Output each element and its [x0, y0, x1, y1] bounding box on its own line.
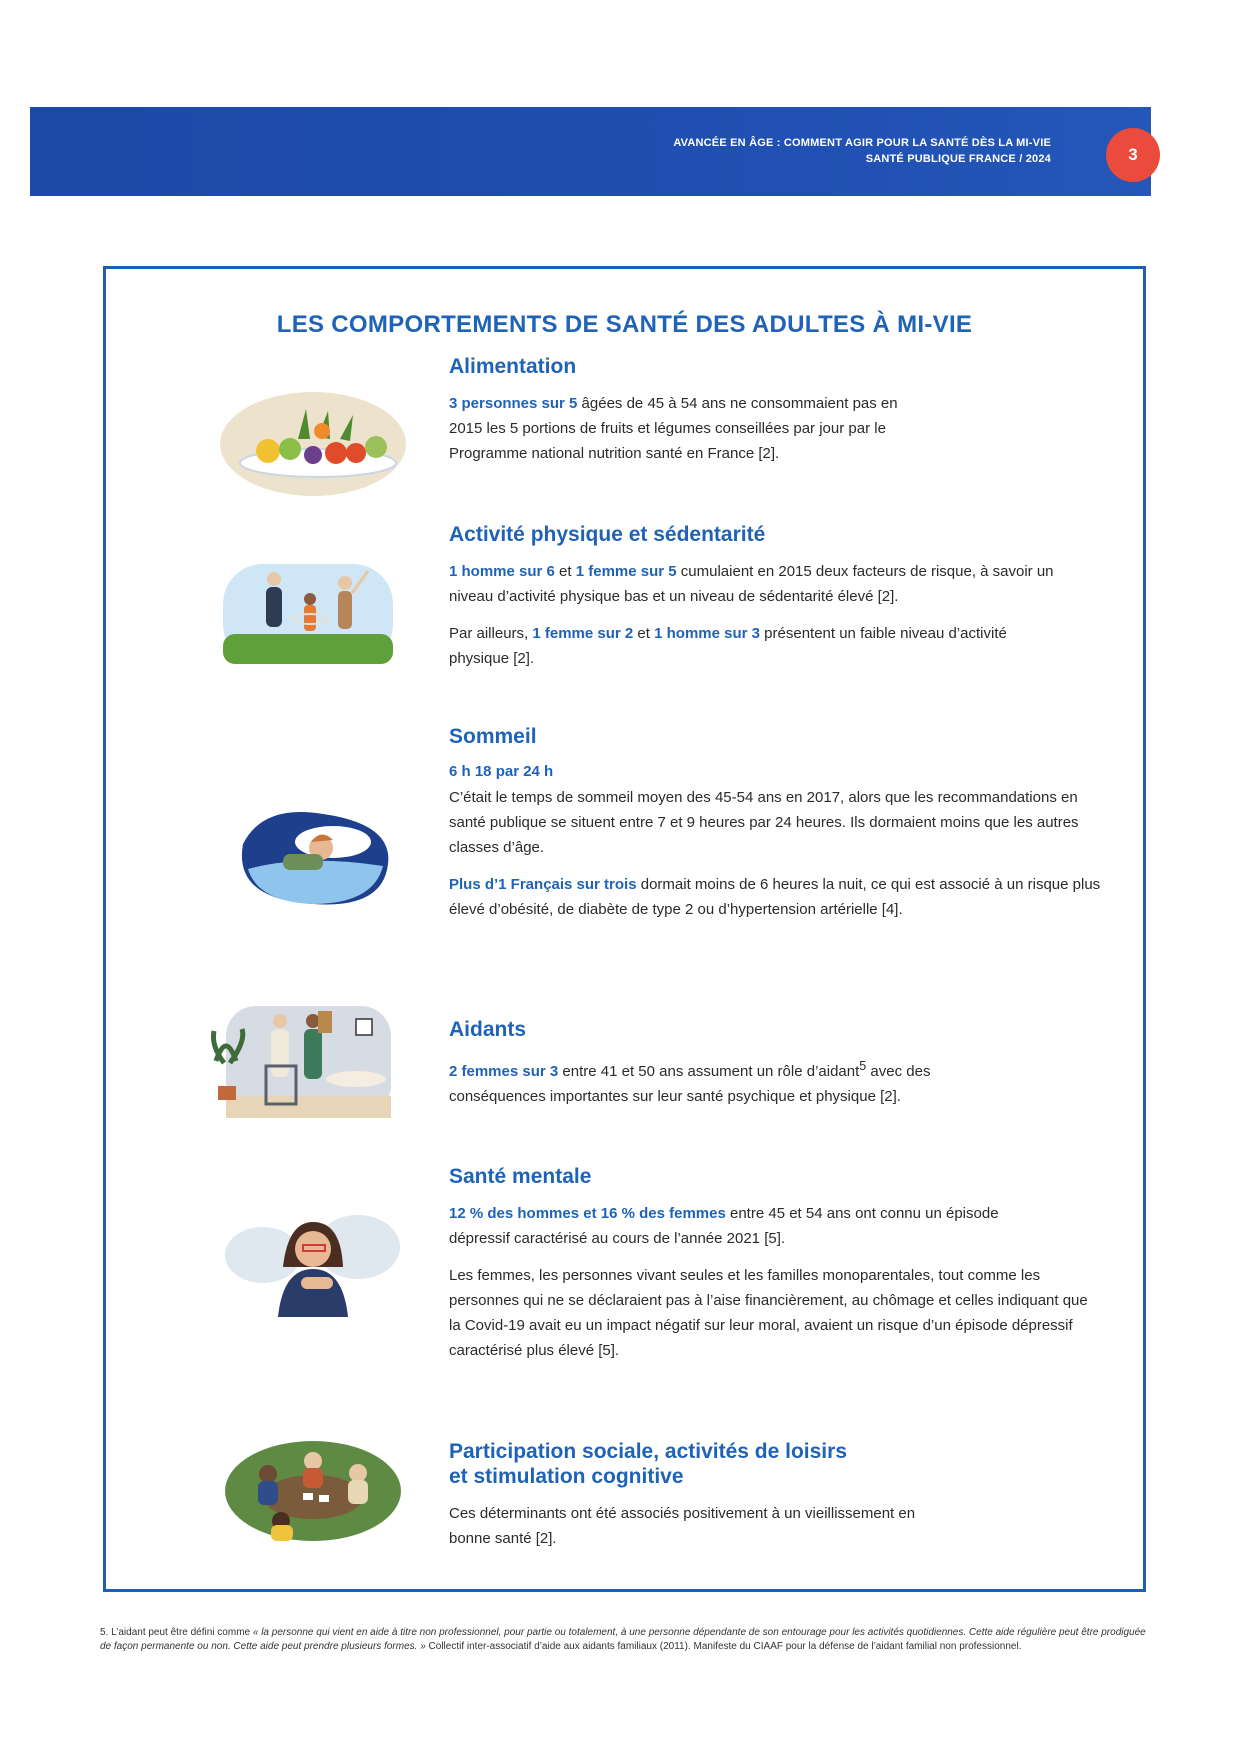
man-figure: [266, 587, 282, 627]
footnote: [100, 1626, 1150, 1654]
header-banner: [30, 107, 1151, 196]
elderly-figure: [271, 1029, 289, 1077]
mentale-highlight-2: 16 % des femmes: [600, 1205, 726, 1222]
apple-shape: [365, 436, 387, 458]
alimentation-text: [449, 391, 929, 466]
person-body-2: [303, 1468, 323, 1488]
fruit-bowl-illustration: [218, 389, 408, 499]
elderly-head: [273, 1014, 287, 1028]
activite-highlight-4: 1 homme sur 3: [654, 625, 760, 642]
activite-text-2: [449, 621, 1029, 671]
participation-text: Ces déterminants ont été associés positivement à un vieillissement en bonne santé [2].: [449, 1505, 916, 1547]
mentale-connector: et: [579, 1205, 601, 1222]
footnote-ref: 5: [859, 1059, 867, 1073]
social-participation-illustration: [223, 1439, 403, 1544]
header-text: [673, 135, 1051, 167]
section-alimentation: [449, 354, 1129, 478]
aidants-body-end: avec des conséquences importantes sur leur santé psychique et physique [2].: [449, 1063, 931, 1105]
lemon-shape: [256, 439, 280, 463]
tomato-shape-2: [346, 443, 366, 463]
alimentation-highlight: 3 personnes sur 5: [449, 395, 578, 412]
aidants-body: entre 41 et 50 ans assument un rôle d’aidant: [558, 1063, 860, 1080]
aidants-highlight: 2 femmes sur 3: [449, 1063, 559, 1080]
alimentation-title: Alimentation: [449, 355, 577, 378]
sleep-illustration: [223, 804, 398, 914]
sommeil-duration: 6 h 18 par 24 h: [449, 763, 554, 780]
participation-title-line2: et stimulation cognitive: [449, 1465, 684, 1488]
footnote-source: Collectif inter-associatif d’aide aux aidants familiaux (2011). Manifeste du CIAAF pour la défense de l’aidant familial non professionnel.: [425, 1641, 1022, 1652]
playing-card-2: [319, 1495, 329, 1502]
activite-highlight-1: 1 homme sur 6: [449, 563, 555, 580]
woman-torso: [278, 1269, 348, 1317]
activite-connector-1: et: [554, 563, 576, 580]
person-body-3: [348, 1480, 368, 1504]
mentale-body-1: entre 45 et 54 ans ont connu un épisode dépressif caractérisé au cours de l’année 2021 [5].: [449, 1205, 999, 1247]
aidants-title: Aidants: [449, 1018, 527, 1041]
exercise-illustration: [218, 559, 398, 669]
man-head: [267, 572, 281, 586]
participation-title-line1: Participation sociale, activités de loisirs: [449, 1440, 847, 1463]
activite-body-2: présentent un faible niveau d’activité physique [2].: [449, 625, 1007, 667]
sommeil-highlight: Plus d’1 Français sur trois: [449, 876, 637, 893]
person-body-1: [258, 1481, 278, 1505]
section-sommeil: [449, 724, 1129, 934]
person-head-3: [349, 1464, 367, 1482]
mental-health-illustration: [223, 1207, 403, 1317]
playing-card: [303, 1493, 313, 1500]
sommeil-body-2: dormait moins de 6 heures la nuit, ce qui est associé à un risque plus élevé d’obésité, de diabète de type 2 ou d’hypertension artérielle [4].: [449, 876, 1101, 918]
child-figure: [304, 605, 316, 631]
mentale-text-2: Les femmes, les personnes vivant seules et les familles monoparentales, tout comme les personnes qui ne se déclaraient pas à l’aise financièrement, au chômage et celles indiquant que la Covid-19 avait eu un impact négatif sur leur moral, avaient un risque d’un épisode dépressif caractérisé plus élevé [5].: [449, 1267, 1088, 1359]
woman-head: [338, 576, 352, 590]
plant-pot: [218, 1086, 236, 1100]
activite-body-1: cumulaient en 2015 deux facteurs de risque, à savoir un niveau d’activité physique bas et un niveau de sédentarité élevé [2].: [449, 563, 1054, 605]
person-body-4: [271, 1525, 293, 1541]
caregiver-illustration: [206, 1001, 396, 1126]
alimentation-body: âgées de 45 à 54 ans ne consommaient pas en 2015 les 5 portions de fruits et légumes conseillées par jour par le Programme national nutrition santé en France [2].: [449, 395, 898, 462]
sommeil-title: Sommeil: [449, 725, 537, 748]
page-title: LES COMPORTEMENTS DE SANTÉ DES ADULTES À MI-VIE: [276, 311, 973, 338]
carrot-shape: [314, 423, 330, 439]
activite-highlight-3: 1 femme sur 2: [532, 625, 634, 642]
mentale-highlight-1: 12 % des hommes: [449, 1205, 580, 1222]
table-shape: [326, 1071, 386, 1087]
woman-arm-shape: [301, 1277, 333, 1289]
header-line2: SANTÉ PUBLIQUE FRANCE / 2024: [865, 153, 1051, 165]
sommeil-text-2: [449, 872, 1109, 922]
activite-connector-2: et: [633, 625, 655, 642]
section-activite: [449, 522, 1129, 683]
grass-shape: [223, 634, 393, 664]
floor-shape: [226, 1096, 391, 1118]
footnote-quote: « la personne qui vient en aide à titre non professionnel, pour partie ou totalement, à une personne dépendante de son entourage pour les activités quotidiennes. Cette aide régulière peut être prodiguée de façon permanente ou non. Cette aide peut prendre plusieurs formes. »: [100, 1627, 1146, 1652]
participation-title: [449, 1439, 1129, 1489]
content-frame: [103, 266, 1146, 1592]
grocery-bag: [318, 1011, 332, 1033]
child-head: [304, 593, 316, 605]
section-aidants: [449, 1017, 1129, 1121]
sleeper-body: [283, 854, 323, 870]
person-head-2: [304, 1452, 322, 1470]
page-number: 3: [1106, 128, 1160, 182]
person-head-1: [259, 1465, 277, 1483]
caregiver-head: [306, 1014, 320, 1028]
activite-title: Activité physique et sédentarité: [449, 523, 766, 546]
grapes-shape: [304, 446, 322, 464]
mentale-title: Santé mentale: [449, 1165, 592, 1188]
activite-text-1: [449, 559, 1069, 609]
caregiver-figure: [304, 1029, 322, 1079]
wall-clock-icon: [356, 1019, 372, 1035]
footnote-lead: 5. L’aidant peut être défini comme: [100, 1627, 253, 1638]
header-line1: AVANCÉE EN ÂGE : COMMENT AGIR POUR LA SANTÉ DÈS LA MI-VIE: [673, 137, 1051, 149]
activite-highlight-2: 1 femme sur 5: [575, 563, 677, 580]
sommeil-text-1: C’était le temps de sommeil moyen des 45-54 ans en 2017, alors que les recommandations en santé publique se situent entre 7 et 9 heures par 24 heures. Ils dormaient moins que les autres classes d’âge.: [449, 789, 1079, 856]
aidants-text: [449, 1054, 1009, 1109]
section-participation: [449, 1439, 1129, 1563]
pillow-shape: [295, 826, 371, 858]
mentale-text-1: [449, 1201, 1049, 1251]
woman-figure: [338, 591, 352, 629]
section-mentale: [449, 1164, 1129, 1375]
tomato-shape: [325, 442, 347, 464]
activite-prefix-2: Par ailleurs,: [449, 625, 533, 642]
pear-shape: [279, 438, 301, 460]
